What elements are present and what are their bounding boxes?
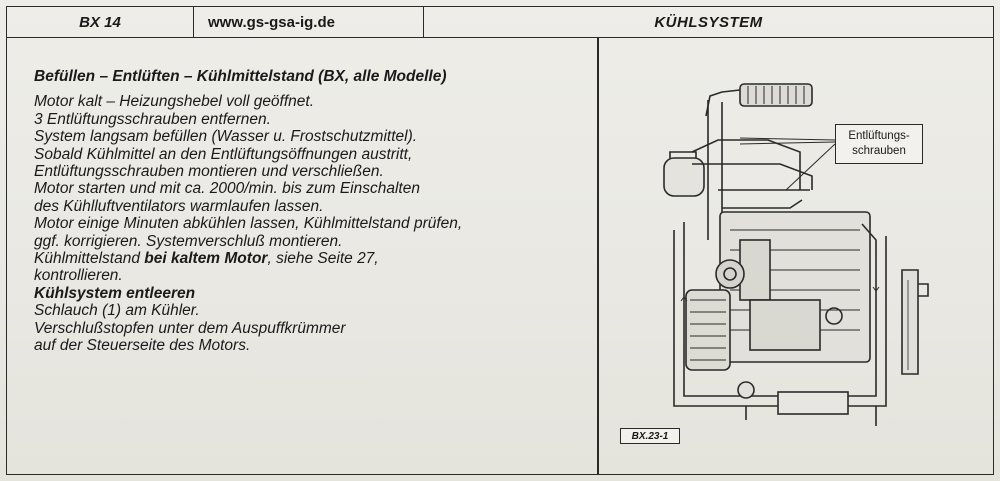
page-header [6, 6, 994, 38]
step-line: System langsam befüllen (Wasser u. Frostschutzmittel). [34, 128, 418, 146]
engine-cooling-diagram [600, 40, 992, 472]
coolant-level-text: Kühlmittelstand [34, 250, 145, 268]
instruction-text [34, 68, 594, 355]
drain-heading: Kühlsystem entleeren [34, 284, 196, 302]
drain-line: Verschlußstopfen unter dem Auspuffkrümmer [34, 319, 346, 337]
coolant-level-line [34, 250, 594, 267]
step-line: 3 Entlüftungsschrauben entfernen. [34, 110, 271, 128]
step-line: kontrollieren. [34, 267, 123, 285]
section-title: KÜHLSYSTEM [654, 13, 763, 31]
drain-line: Schlauch (1) am Kühler. [34, 302, 200, 320]
callout-line: Entlüftungs- [848, 130, 910, 142]
step-line: Motor einige Minuten abkühlen lassen, Kühlmittelstand prüfen, [34, 215, 463, 233]
model-code: BX 14 [7, 7, 194, 37]
step-line: Sobald Kühlmittel an den Entlüftungsöffnungen austritt, [34, 145, 413, 163]
callout-line: schrauben [852, 145, 906, 157]
drain-line: auf der Steuerseite des Motors. [34, 337, 251, 355]
procedure-heading: Befüllen – Entlüften – Kühlmittelstand (BX, alle Modelle) [34, 68, 447, 85]
column-divider [597, 38, 599, 475]
website-url[interactable]: www.gs-gsa-ig.de [194, 7, 424, 37]
bleed-screws-callout [835, 124, 923, 164]
page-reference-text: , siehe Seite 27, [267, 250, 379, 268]
step-line: Motor starten und mit ca. 2000/min. bis zum Einschalten [34, 180, 420, 198]
step-line: Motor kalt – Heizungshebel voll geöffnet. [34, 93, 315, 111]
cold-engine-emphasis: bei kaltem Motor [144, 250, 268, 268]
step-line: des Kühlluftventilators warmlaufen lassen. [34, 197, 324, 215]
step-line: ggf. korrigieren. Systemverschluß montieren. [34, 232, 343, 250]
figure-label: BX.23-1 [620, 428, 680, 444]
step-line: Entlüftungsschrauben montieren und verschließen. [34, 163, 384, 181]
